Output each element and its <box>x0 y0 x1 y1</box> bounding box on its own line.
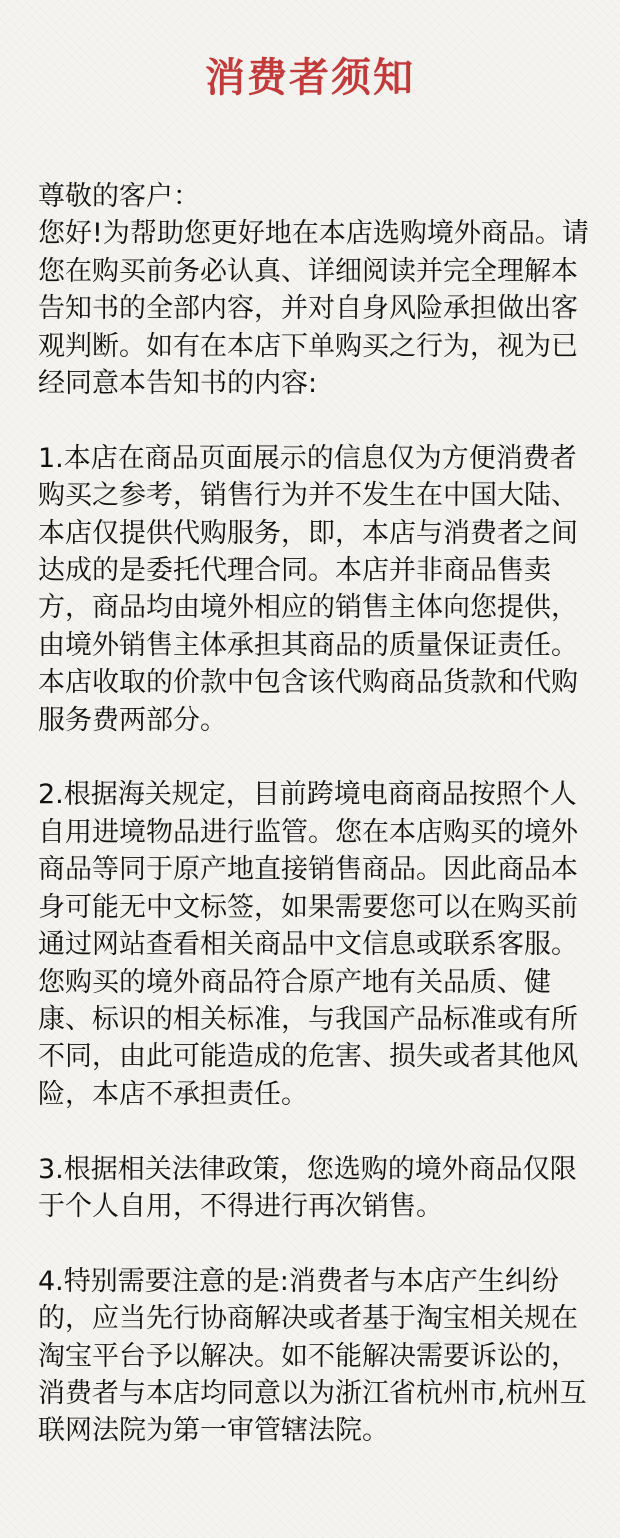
notice-body <box>38 178 598 1450</box>
intro-paragraph: 您好!为帮助您更好地在本店选购境外商品。请您在购买前务必认真、详细阅读并完全理解本告知书的全部内容，并对自身风险承担做出客观判断。如有在本店下单购买之行为，视为已经同意本告知书的内容: <box>38 218 589 400</box>
section-spacer <box>38 1225 598 1262</box>
section-spacer <box>38 1113 598 1150</box>
notice-item-2: 2.根据海关规定，目前跨境电商商品按照个人自用进境物品进行监管。您在本店购买的境外商品等同于原产地直接销售商品。因此商品本身可能无中文标签，如果需要您可以在购买前通过网站查看相关商品中文信息或联系客服。您购买的境外商品符合原产地有关品质、健康、标识的相关标准，与我国产品标准或有所不同，由此可能造成的危害、损失或者其他风险，本店不承担责任。 <box>38 779 578 1110</box>
greeting-text: 尊敬的客户： <box>38 181 200 212</box>
notice-item-1: 1.本店在商品页面展示的信息仅为方便消费者购买之参考，销售行为并不发生在中国大陆、本店仅提供代购服务，即，本店与消费者之间达成的是委托代理合同。本店并非商品售卖方，商品均由境外相应的销售主体向您提供，由境外销售主体承担其商品的质量保证责任。本店收取的价款中包含该代购商品货款和代购服务费两部分。 <box>38 442 578 736</box>
section-spacer <box>38 402 598 439</box>
notice-item-3: 3.根据相关法律政策，您选购的境外商品仅限于个人自用，不得进行再次销售。 <box>38 1153 577 1222</box>
page-title: 消费者须知 <box>205 54 415 101</box>
section-spacer <box>38 739 598 776</box>
notice-item-4: 4.特别需要注意的是:消费者与本店产生纠纷的，应当先行协商解决或者基于淘宝相关规在淘宝平台予以解决。如不能解决需要诉讼的，消费者与本店均同意以为浙江省杭州市,杭州互联网法院为第一审管辖法院。 <box>38 1265 587 1447</box>
